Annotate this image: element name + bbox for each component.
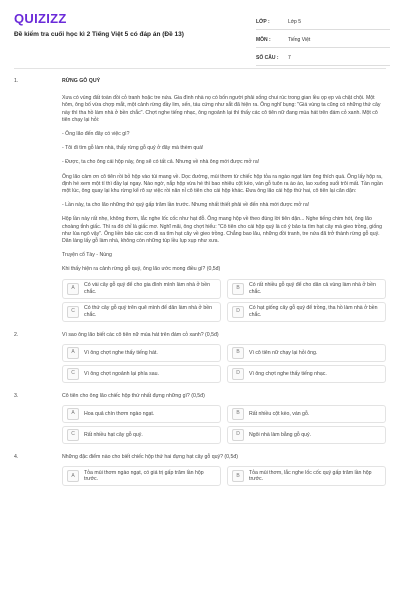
question-prompt: Cô tiên cho ông lão chiếc hộp thứ nhất đựng những gì? (0,5đ) (62, 392, 205, 399)
passage-paragraph: - Được, ta cho ông cái hộp này, ông sẽ có tất cả. Nhưng về nhà ông mới được mở ra! (62, 159, 260, 166)
reading-title: RỪNG GỖ QUÝ (62, 78, 101, 84)
option-letter: A (67, 408, 79, 420)
option-b[interactable] (227, 344, 386, 362)
answer-options (62, 405, 386, 444)
option-c[interactable] (62, 302, 221, 322)
meta-info (256, 14, 390, 66)
meta-value: Lớp 5 (288, 18, 302, 25)
meta-row-grade (256, 14, 390, 30)
option-text: Có hạt giống cây gỗ quý để trồng, tha hồ làm nhà ở bền chắc. (249, 305, 378, 318)
option-b[interactable] (227, 279, 386, 299)
option-c[interactable] (62, 426, 221, 444)
option-text: Tỏa mùi thơm, lắc nghe lốc cốc quý gấp trăm lần hộp trước. (249, 469, 372, 483)
meta-value: Tiếng Việt (288, 36, 311, 43)
passage-paragraph: Ông lão cảm ơn cô tiên rồi bỏ hộp vào túi mang về. Dọc đường, mùi thơm từ chiếc hộp tỏa ra ngào ngạt làm ông thích quá. Ông lấy hộp ra, định hé xem một tí thì đầy lại ngay. Nào ngờ, nắp hộp vừa hé thì bao nhiêu cột kèo, ván gỗ tuôn ra ào ào, lao xuống suối trôi mất. Tần ngần một lúc, ông quay lại khu rừng kể rõ sự việc rồi năn nỉ cô tiên cho cái hộp khác. Đưa ông lão cái hộp thứ hai, cô tiên lại căn dặn: (62, 173, 383, 195)
option-letter: C (67, 429, 79, 441)
option-text: Có rất nhiều gỗ quý để cho dân cả vùng làm nhà ở bền chắc. (249, 282, 376, 295)
option-a[interactable] (62, 405, 221, 423)
question-1 (14, 78, 386, 322)
option-letter: B (232, 347, 244, 359)
question-4 (14, 454, 386, 486)
option-text: Rất nhiều hạt cây gỗ quý. (84, 431, 143, 438)
question-prompt: Vì sao ông lão biết các cô tiên nữ múa hát trên đám cỏ xanh? (0,5đ) (62, 331, 219, 338)
meta-key: SỐ CÂU : (256, 54, 279, 61)
quizizz-logo: QUIZIZZ (14, 11, 67, 26)
question-3 (14, 393, 386, 444)
option-letter: B (232, 470, 244, 482)
option-text: Rất nhiều cột kèo, ván gỗ. (249, 410, 310, 417)
option-letter: D (232, 429, 244, 441)
option-text: Có vài cây gỗ quý để cho gia đình mình làm nhà ở bền chắc. (84, 282, 210, 295)
passage-paragraph: Hộp lần này rất nhẹ, không thơm, lắc nghe lốc cốc như hạt đỗ. Ông mang hộp về theo đúng lời tiên dặn... Nghe tiếng chim hót, ông lão choàng tỉnh giấc. Thì ra đó chỉ là giấc mơ. Nghĩ mãi, ông chợt hiểu: "Cô tiên cho cái hộp quý là có ý bảo ta tìm hạt cây mà gieo trồng, giống như lúa ngô vậy". Ông liền bảo các con đi xa tìm hạt cây về gieo trồng. Chẳng bao lâu, những đồi tranh, tre nứa đã trở thành rừng gỗ quý. Dân làng lấy gỗ làm nhà, không còn những túp lều lụp xụp như xưa. (62, 216, 382, 245)
option-a[interactable] (62, 466, 221, 486)
passage-paragraph: - Ông lão đến đây có việc gì? (62, 131, 130, 138)
option-text: Hoa quả chín thơm ngào ngạt. (84, 410, 155, 417)
passage-paragraph: - Tôi đi tìm gỗ làm nhà, thấy rừng gỗ quý ở đây mà thèm quá! (62, 145, 204, 152)
option-letter: B (232, 408, 244, 420)
option-c[interactable] (62, 365, 221, 383)
option-text: Vì cô tiên nữ chạy lại hỏi ông. (249, 349, 318, 356)
option-text: Vì ông chợt ngoảnh lại phía sau. (84, 370, 159, 377)
option-b[interactable] (227, 466, 386, 486)
option-text: Vì ông chợt nghe thấy tiếng nhạc. (249, 370, 327, 377)
question-prompt: Những đặc điểm nào cho biết chiếc hộp thứ hai đựng hạt cây gỗ quý? (0,5đ) (62, 454, 238, 461)
option-letter: C (67, 306, 79, 318)
option-letter: D (232, 368, 244, 380)
meta-row-subject (256, 32, 390, 48)
document-title: Đề kiểm tra cuối học kì 2 Tiếng Việt 5 có đáp án (Đề 13) (14, 31, 184, 38)
questions-content (14, 78, 386, 486)
option-letter: C (67, 368, 79, 380)
meta-key: MÔN : (256, 36, 271, 43)
passage-paragraph: - Lần này, ta cho lão những thứ quý gấp trăm lần trước. Nhưng nhất thiết phải về đến nhà mới được mở ra! (62, 202, 310, 209)
option-letter: A (67, 283, 79, 295)
option-letter: D (232, 306, 244, 318)
passage-paragraph: Xưa có vùng đất toàn đồi cỏ tranh hoặc tre nứa. Gia đình nhà nọ có bốn người phải sống chui rúc trong gian lều ọp ẹp và chật chội. Một hôm, ông bố vừa chợp mắt, một cảnh rừng đầy lim, sến, táu cứng như sắt đã hiện ra. Ông nghĩ bụng: "Giá vùng ta cũng có những thứ cây này thì tha hồ làm nhà ở bền chắc". Chợt nghe tiếng nhạc, ông ngoảnh lại thì thấy các cô tiên nữ đang múa hát trên đám cỏ xanh. Một cô tiên chạy lại hỏi: (62, 95, 381, 123)
question-number: 1. (14, 78, 19, 84)
meta-key: LỚP : (256, 18, 270, 25)
meta-row-count (256, 50, 390, 66)
option-text: Ngôi nhà làm bằng gỗ quý. (249, 431, 312, 438)
answer-options (62, 344, 386, 383)
question-2 (14, 332, 386, 383)
passage-source: Truyện cổ Tày - Nùng (62, 252, 112, 259)
meta-value: 7 (288, 54, 291, 61)
option-d[interactable] (227, 365, 386, 383)
option-text: Có thứ cây gỗ quý trên quê mình để dân làm nhà ở bền chắc. (84, 305, 212, 318)
option-letter: B (232, 283, 244, 295)
question-number: 3. (14, 392, 19, 399)
answer-options (62, 466, 386, 486)
option-d[interactable] (227, 426, 386, 444)
option-b[interactable] (227, 405, 386, 423)
option-d[interactable] (227, 302, 386, 322)
option-letter: A (67, 470, 79, 482)
option-text: Tỏa mùi thơm ngào ngạt, có giá trị gấp trăm lần hộp trước. (84, 469, 204, 483)
question-prompt: Khi thấy hiện ra cảnh rừng gỗ quý, ông lão ước mong điều gì? (0,5đ) (62, 266, 221, 273)
question-number: 2. (14, 331, 19, 338)
option-a[interactable] (62, 279, 221, 299)
option-letter: A (67, 347, 79, 359)
option-a[interactable] (62, 344, 221, 362)
header-divider (14, 68, 386, 69)
answer-options (62, 279, 386, 322)
question-number: 4. (14, 454, 19, 461)
option-text: Vì ông chợt nghe thấy tiếng hát. (84, 349, 158, 356)
